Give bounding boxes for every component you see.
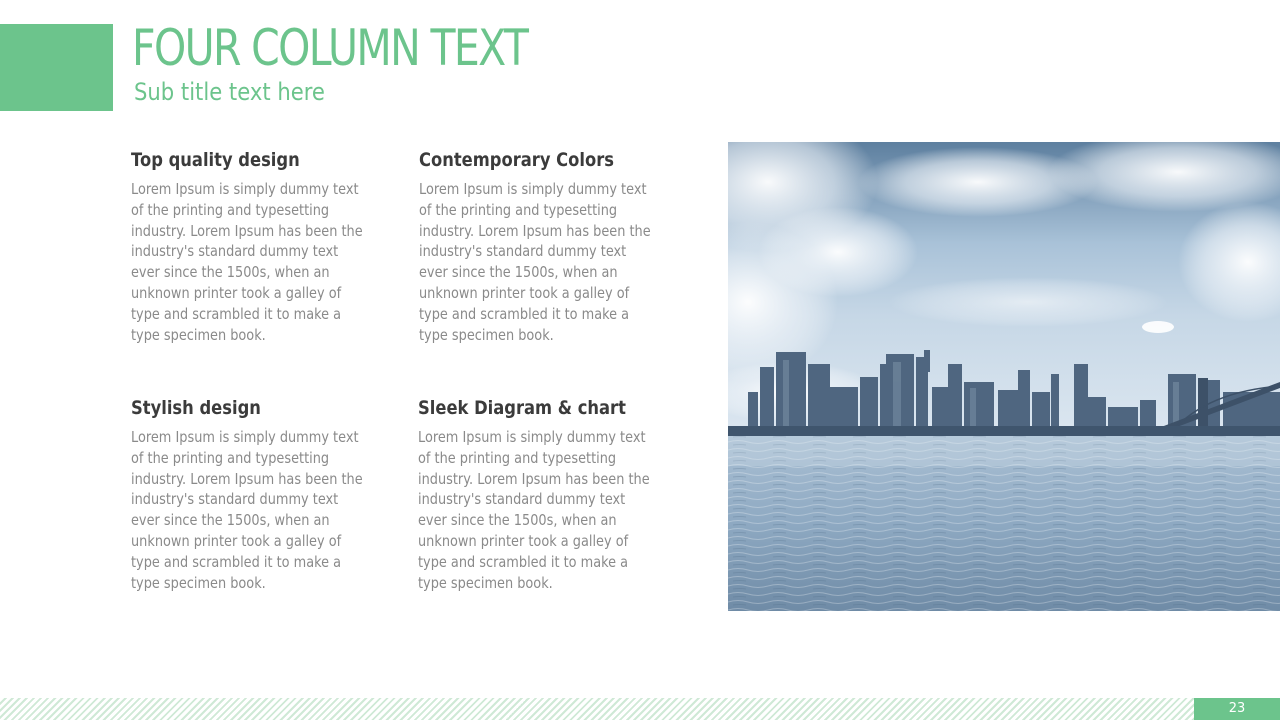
page-title: FOUR COLUMN TEXT: [132, 19, 528, 77]
column-heading: Stylish design: [131, 397, 261, 419]
column-body: Lorem Ipsum is simply dummy text of the printing and typesetting industry. Lorem Ipsum has been the industry's standard dummy text ever since the 1500s, when an unknown printer took a galley of type and scrambled it to make a type specimen book.: [131, 180, 363, 344]
text-column-3: [131, 395, 381, 593]
footer-stripe-band: [0, 698, 1280, 720]
column-body: Lorem Ipsum is simply dummy text of the printing and typesetting industry. Lorem Ipsum has been the industry's standard dummy text ever since the 1500s, when an unknown printer took a galley of type and scrambled it to make a type specimen book.: [131, 428, 363, 592]
title-accent-block: [0, 24, 113, 111]
column-heading: Contemporary Colors: [419, 149, 615, 171]
city-skyline-photo: [728, 142, 1280, 611]
page-subtitle: Sub title text here: [134, 78, 325, 106]
text-column-2: [419, 147, 669, 345]
column-heading: Top quality design: [131, 149, 300, 171]
column-body: Lorem Ipsum is simply dummy text of the printing and typesetting industry. Lorem Ipsum has been the industry's standard dummy text ever since the 1500s, when an unknown printer took a galley of type and scrambled it to make a type specimen book.: [418, 428, 650, 592]
text-column-1: [131, 147, 381, 345]
text-column-4: [418, 395, 668, 593]
page-number: 23: [1194, 698, 1280, 720]
column-heading: Sleek Diagram & chart: [418, 397, 626, 419]
column-body: Lorem Ipsum is simply dummy text of the printing and typesetting industry. Lorem Ipsum has been the industry's standard dummy text ever since the 1500s, when an unknown printer took a galley of type and scrambled it to make a type specimen book.: [419, 180, 651, 344]
